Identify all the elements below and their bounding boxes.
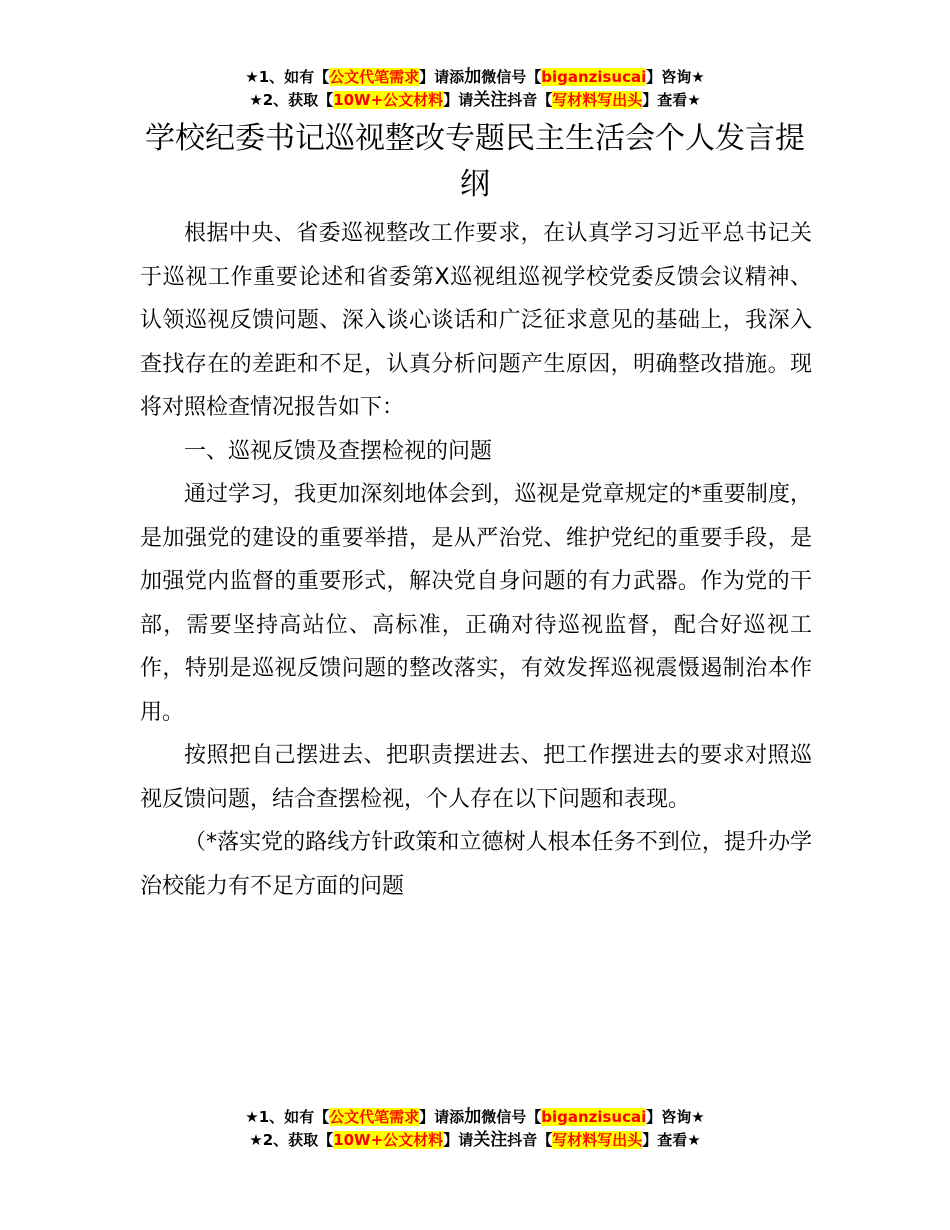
banner-highlight: 公文代笔需求 — [329, 1108, 420, 1126]
banner-text: ★1、如有【 — [245, 1108, 330, 1126]
banner-highlight: 10W+公文材料 — [333, 91, 444, 109]
banner-text: 】请添 — [419, 1108, 465, 1126]
banner-line-1 — [0, 1106, 950, 1129]
banner-highlight: 写材料写出头 — [552, 91, 643, 109]
subsection-heading: （*落实党的路线方针政策和立德树人根本任务不到位，提升办学治校能力有不足方面的问题 — [140, 830, 812, 899]
banner-text: 】请 — [443, 1131, 474, 1149]
banner-line-2 — [0, 1129, 950, 1152]
paragraph-intro: 根据中央、省委巡视整改工作要求，在认真学习习近平总书记关于巡视工作重要论述和省委第X巡视组巡视学校党委反馈会议精神、认领巡视反馈问题、深入谈心谈话和广泛征求意见的基础上，我深入查找存在的差距和不足，认真分析问题产生原因，明确整改措施。现将对照检查情况报告如下： — [140, 221, 812, 420]
header-banner — [0, 66, 950, 112]
banner-text: ★2、获取【 — [249, 1131, 334, 1149]
banner-text: 微信号【 — [481, 1108, 542, 1126]
banner-text: 加 — [464, 67, 482, 87]
banner-text: ★1、如有【 — [245, 68, 330, 86]
banner-highlight: biganzisucai — [541, 1108, 647, 1126]
footer-banner — [0, 1106, 950, 1152]
banner-highlight: 公文代笔需求 — [329, 68, 420, 86]
banner-text: 】查看★ — [642, 1131, 701, 1149]
banner-text: 关注 — [473, 90, 508, 110]
document-title: 学校纪委书记巡视整改专题民主生活会个人发言提纲 — [145, 121, 805, 202]
banner-text: 】请 — [443, 91, 474, 109]
banner-text: 微信号【 — [481, 68, 542, 86]
banner-highlight: biganzisucai — [541, 68, 647, 86]
paragraph: 按照把自己摆进去、把职责摆进去、把工作摆进去的要求对照巡视反馈问题，结合查摆检视，个人存在以下问题和表现。 — [140, 743, 812, 812]
paragraph: 通过学习，我更加深刻地体会到，巡视是党章规定的*重要制度，是加强党的建设的重要举措，是从严治党、维护党纪的重要手段，是加强党内监督的重要形式，解决党自身问题的有力武器。作为党的干部，需要坚持高站位、高标准，正确对待巡视监督，配合好巡视工作，特别是巡视反馈问题的整改落实，有效发挥巡视震慑遏制治本作用。 — [140, 482, 812, 725]
banner-highlight: 10W+公文材料 — [333, 1131, 444, 1149]
banner-text: 】查看★ — [642, 91, 701, 109]
banner-text: 抖音【 — [507, 91, 553, 109]
banner-text: 抖音【 — [507, 1131, 553, 1149]
banner-text: 】咨询★ — [646, 68, 705, 86]
banner-line-2 — [0, 89, 950, 112]
banner-text: 加 — [464, 1107, 482, 1127]
document-body — [140, 212, 812, 908]
banner-line-1 — [0, 66, 950, 89]
banner-text: ★2、获取【 — [249, 91, 334, 109]
banner-text: 】请添 — [419, 68, 465, 86]
banner-highlight: 写材料写出头 — [552, 1131, 643, 1149]
banner-text: 】咨询★ — [646, 1108, 705, 1126]
section-heading: 一、巡视反馈及查摆检视的问题 — [184, 438, 493, 464]
banner-text: 关注 — [473, 1130, 508, 1150]
